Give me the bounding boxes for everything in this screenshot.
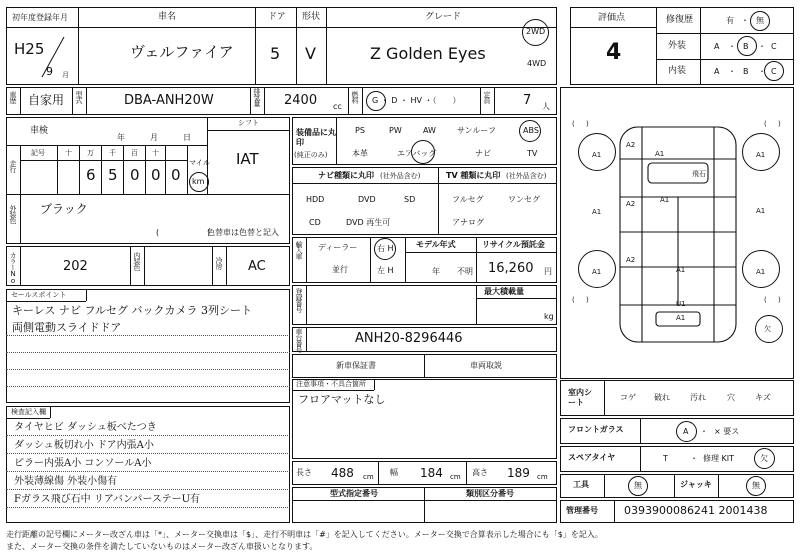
model-year-unit: 年 — [432, 267, 440, 276]
spare-dot: ・ — [690, 454, 698, 463]
exterior-a: A — [714, 42, 720, 51]
designation-class-label: 類別区分番号 — [466, 489, 514, 498]
door-label: ドア — [268, 12, 286, 22]
mark-stone: 飛石 — [692, 170, 706, 178]
year-value: H25 — [14, 40, 45, 58]
mark-spare: 欠 — [764, 325, 771, 333]
color-value: ブラック — [40, 202, 88, 216]
shape-label: 形状 — [302, 12, 321, 22]
equip-airbag: エアバッグ — [397, 149, 437, 158]
car-name-value: ヴェルファイア — [130, 43, 234, 61]
mark-a2-rear-left: A2 — [626, 256, 636, 264]
inspector-line-2: ダッシュ板切れ小 ドア内張A小 — [14, 440, 154, 451]
max-load-label: 最大積載量 — [484, 287, 524, 296]
color-note: 色替車は色替と記入 — [207, 228, 279, 237]
interior-dot1: ・ — [728, 67, 736, 76]
color-no-label: カラーNo. — [9, 252, 17, 291]
notes-label: 注意事項・不具合箇所 — [296, 380, 366, 388]
inspector-label: 検査記入欄 — [11, 408, 46, 416]
length-unit: cm — [363, 473, 374, 481]
month-value: 9 — [46, 65, 53, 78]
mark-a1-front-right: A1 — [756, 151, 766, 159]
digit-label-0: 記号 — [31, 149, 45, 157]
width-label: 幅 — [390, 468, 398, 477]
equip-ps: PS — [355, 126, 365, 135]
shaken-month-unit: 月 — [150, 133, 158, 142]
color-no-value: 202 — [63, 259, 88, 274]
mark-a1-rear-right: A1 — [756, 268, 766, 276]
repair-label: 修復歴 — [666, 15, 694, 25]
mark-a1-front-left: A1 — [592, 151, 602, 159]
sheet-stain: 汚れ — [690, 393, 706, 402]
inspector-line-4: 外装薄線傷 外装小傷有 — [14, 476, 118, 487]
shaken-day-unit: 日 — [183, 133, 191, 142]
sheet-hole: 穴 — [727, 393, 735, 402]
exterior-dot1: ・ — [728, 42, 736, 51]
front-glass-label: フロントガラス — [568, 425, 624, 434]
mark-a1-right-side: A1 — [756, 207, 766, 215]
interior-color-label: 内装色 — [133, 252, 141, 270]
recycle-unit: 円 — [544, 267, 552, 276]
height-value: 189 — [507, 466, 530, 480]
usage-value: 自家用 — [28, 93, 65, 107]
color-paren: ( ) — [156, 228, 211, 237]
notes-value: フロアマットなし — [298, 393, 386, 406]
equip-pw: PW — [389, 126, 402, 135]
registration-label: 登録番号 — [295, 288, 303, 312]
drive-2wd: 2WD — [526, 27, 546, 36]
shaken-label: 車検 — [30, 126, 49, 136]
displacement-value: 2400 — [284, 93, 318, 108]
ac-value: AC — [248, 259, 266, 274]
max-load-unit: kg — [544, 312, 554, 321]
mark-bracket-8: ) — [778, 296, 781, 304]
sheet-burn: コゲ — [620, 393, 636, 402]
recycle-value: 16,260 — [488, 261, 534, 276]
navi-dvd: DVD — [358, 195, 376, 204]
shift-label: シフト — [238, 119, 259, 127]
navi-sd: SD — [404, 195, 416, 204]
mark-a2-left-door: A2 — [626, 200, 636, 208]
warranty-manual: 車両取説 — [470, 361, 502, 370]
spare-kit: 修理 KIT — [703, 454, 735, 463]
interior-sheet-label: 室内シート — [568, 388, 592, 407]
mileage-digit-5: 0 — [171, 166, 181, 184]
year-label: 初年度登録年月 — [12, 13, 68, 22]
height-unit: cm — [537, 473, 548, 481]
mark-a2-front-left: A2 — [626, 141, 636, 149]
spare-t: T — [663, 454, 668, 463]
navi-label: ナビ種類に丸印 — [318, 171, 374, 180]
spare-tire-label: スペアタイヤ — [568, 453, 616, 462]
displacement-label: 排気量 — [253, 88, 261, 106]
interior-a: A — [714, 67, 720, 76]
mark-bracket-3: ( — [764, 120, 767, 128]
interior-c: C — [771, 67, 777, 76]
digit-label-4: 百 — [131, 149, 138, 157]
shape-value: V — [305, 44, 316, 63]
tv-label: TV 種類に丸印 — [446, 171, 501, 180]
import-left: 左 H — [377, 266, 394, 275]
score-value: 4 — [606, 40, 622, 65]
mark-bracket-4: ) — [778, 120, 781, 128]
model-year-label: モデル年式 — [416, 240, 456, 249]
capacity-label: 定員 — [483, 91, 491, 103]
mark-bracket-1: ( — [572, 120, 575, 128]
door-value: 5 — [270, 44, 281, 63]
height-label: 高さ — [472, 468, 488, 477]
drive-4wd: 4WD — [527, 59, 547, 68]
model-label: 型式 — [75, 91, 83, 103]
sales-point-line-2: 両側電動スライドドア — [12, 321, 122, 334]
tv-analog: アナログ — [452, 218, 484, 227]
mileage-digit-4: 0 — [151, 166, 161, 184]
digit-label-5: 十 — [152, 149, 159, 157]
tv-oneseg: ワンセグ — [508, 195, 540, 204]
equip-sunroof: サンルーフ — [457, 126, 496, 135]
score-label: 評価点 — [598, 13, 626, 23]
mile-label: マイル — [189, 159, 210, 167]
jack-label: ジャッキ — [680, 480, 712, 489]
management-label: 管理番号 — [566, 506, 598, 515]
repair-dot: ・ — [741, 16, 749, 25]
equipment-label2: (純正のみ) — [294, 151, 328, 159]
exterior-label: 外装 — [668, 41, 687, 51]
fuel-options: G ・ D ・ HV ・（ ） — [372, 96, 461, 105]
sheet-scratch: キズ — [755, 393, 771, 402]
mark-bracket-7: ( — [764, 296, 767, 304]
chassis-label: 車台番号 — [295, 328, 303, 352]
jack-value: 無 — [752, 481, 760, 490]
mileage-label: 走行 — [9, 160, 17, 172]
km-label: km — [192, 177, 205, 186]
equipment-label: 装備品に丸印 — [296, 128, 336, 147]
equip-aw: AW — [423, 126, 436, 135]
shift-value: IAT — [236, 150, 259, 168]
import-label: 輸入車 — [295, 241, 303, 259]
car-name-label: 車名 — [158, 12, 177, 22]
front-glass-dot: ・ — [700, 427, 708, 436]
ac-label: 冷房 — [215, 257, 223, 269]
color-label: 外装色 — [9, 205, 17, 223]
mark-bracket-2: ) — [586, 120, 589, 128]
capacity-value: 7 — [523, 93, 532, 108]
digit-label-3: 千 — [109, 149, 116, 157]
equip-navi: ナビ — [475, 149, 491, 158]
grade-label: グレード — [425, 12, 462, 22]
sales-point-label: セールスポイント — [11, 291, 67, 299]
designation-type-label: 型式指定番号 — [330, 489, 378, 498]
fuel-label: 燃料 — [351, 91, 359, 103]
tv-fullseg: フルセグ — [452, 195, 484, 204]
mark-a1-rear: A1 — [676, 266, 686, 274]
mark-a1-hood: A1 — [655, 150, 665, 158]
equip-leather: 本革 — [352, 149, 368, 158]
mark-u1-bumper: U1 — [676, 300, 686, 308]
import-parallel: 並行 — [332, 265, 348, 274]
shaken-year-unit: 年 — [117, 133, 125, 142]
equip-abs: ABS — [523, 126, 539, 135]
interior-label: 内装 — [668, 66, 687, 76]
mark-a1-bumper: A1 — [676, 314, 686, 322]
tv-small: (社外品含む) — [506, 172, 547, 180]
sheet-tear: 破れ — [654, 393, 670, 402]
import-right: 右 H — [377, 244, 394, 253]
interior-dot2: ・ — [758, 67, 766, 76]
footer-line-2: また、メーター交換の条件を満たしていないものはメーター改ざん車扱いとなります。 — [6, 542, 318, 551]
tools-label: 工具 — [573, 480, 589, 489]
usage-label: 車歴 — [9, 91, 17, 103]
model-year-unknown: 不明 — [457, 267, 473, 276]
inspector-line-3: ピラー内張A小 コンソールA小 — [14, 458, 152, 469]
front-glass-x: × 要ス — [714, 427, 740, 436]
mileage-digit-1: 6 — [86, 166, 96, 184]
mileage-digit-3: 0 — [130, 166, 140, 184]
navi-small: (社外品含む) — [380, 172, 421, 180]
model-value: DBA-ANH20W — [124, 93, 214, 108]
mark-a1-roof: A1 — [660, 196, 670, 204]
length-value: 488 — [331, 466, 354, 480]
sales-point-line-1: キーレス ナビ フルセグ バックカメラ 3列シート — [12, 304, 252, 317]
warranty-new: 新車保証書 — [336, 361, 376, 370]
inspector-line-5: Fガラス飛び石中 リアバンパーステーU有 — [14, 494, 201, 505]
footer-line-1: 走行距離の記号欄にメーター改ざん車は「*」、メーター交換車は「$」、走行不明車は「#」を記入してください。メーター交換で合算表示した場合にも「$」を記入。 — [6, 530, 603, 539]
tools-value: 無 — [634, 481, 642, 490]
spare-none: 欠 — [760, 454, 768, 463]
exterior-b: B — [743, 42, 749, 51]
spec-row — [6, 87, 557, 115]
navi-dvd-play: DVD 再生可 — [346, 218, 391, 227]
capacity-unit: 人 — [542, 102, 550, 111]
import-dealer: ディーラー — [318, 243, 358, 252]
width-value: 184 — [420, 466, 443, 480]
grade-value: Z Golden Eyes — [370, 44, 486, 63]
recycle-label: リサイクル預託金 — [482, 240, 545, 249]
cc-unit: cc — [333, 102, 342, 111]
digit-label-2: 万 — [87, 149, 94, 157]
mark-bracket-6: ) — [586, 296, 589, 304]
repair-yes: 有 — [726, 16, 734, 25]
mark-a1-left-side: A1 — [592, 208, 602, 216]
interior-b: B — [743, 67, 749, 76]
management-value: 0393900086241 2001438 — [624, 504, 768, 517]
exterior-c: C — [771, 42, 777, 51]
width-unit: cm — [450, 473, 461, 481]
length-label: 長さ — [296, 468, 312, 477]
mileage-digit-2: 5 — [108, 166, 118, 184]
digit-label-1: 十 — [65, 149, 72, 157]
notes-box — [292, 379, 557, 459]
repair-no: 無 — [756, 16, 764, 25]
front-glass-a: A — [683, 427, 689, 436]
inspection-block — [6, 117, 290, 244]
mark-bracket-5: ( — [572, 296, 575, 304]
chassis-value: ANH20-8296446 — [355, 331, 463, 346]
equip-tv: TV — [527, 149, 538, 158]
inspector-line-1: タイヤヒビ ダッシュ板べたつき — [14, 422, 157, 433]
mark-a1-rear-left: A1 — [592, 268, 602, 276]
navi-cd: CD — [309, 218, 321, 227]
exterior-dot2: ・ — [758, 42, 766, 51]
navi-hdd: HDD — [306, 195, 325, 204]
month-unit: 月 — [62, 71, 69, 79]
